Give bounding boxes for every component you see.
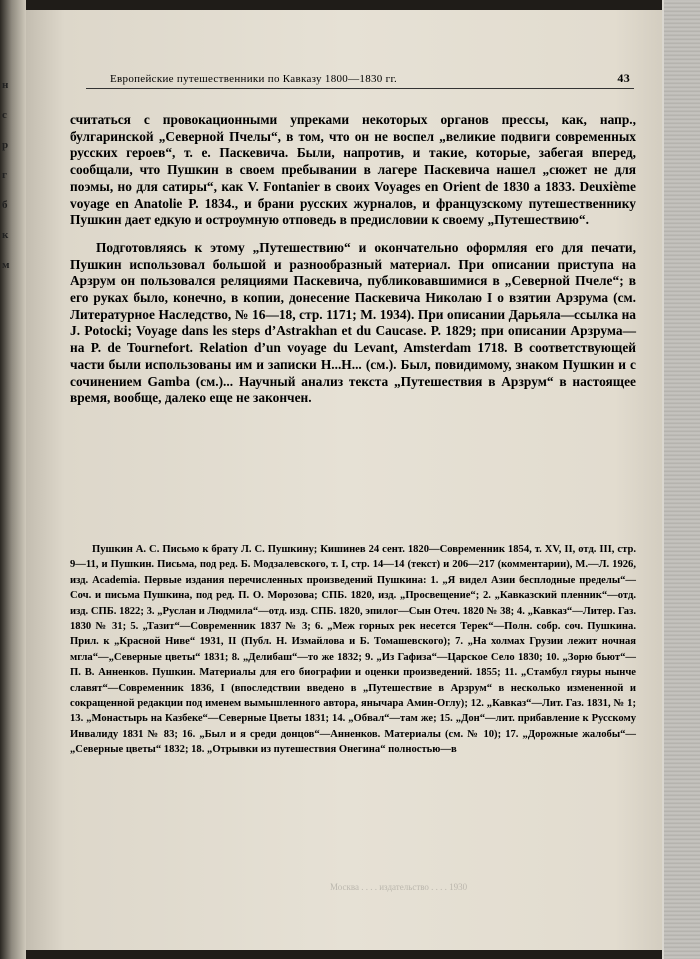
bleed-through-text: Москва . . . . издательство . . . . 1930 [330, 882, 468, 892]
fragment-char: к [2, 229, 9, 241]
bibliography [70, 542, 636, 758]
fragment-char: н [2, 79, 9, 91]
fragment-char: г [2, 169, 7, 181]
previous-page-edge [0, 0, 26, 959]
fragment-char: р [2, 139, 9, 151]
running-title: Европейские путешественники по Кавказу 1800—1830 гг. [110, 73, 398, 85]
book-spine [662, 0, 700, 959]
bibliography-text: Пушкин А. С. Письмо к брату Л. С. Пушкину; Кишинев 24 сент. 1820—Современник 1854, т. XV, II, отд. III, стр. 9—11, и Пушкин. Письма, под ред. Б. Модзалевского, т. I, стр. 14—14 (текст) и 206—217 (комментарии), М.—Л. 1926, изд. Academia. Первые издания перечисленных произведений Пушкина: 1. „Я видел Азии бесплодные пределы“—Соч. и письма Пушкина, под ред. П. О. Морозова; СПБ. 1820, изд. „Просвещение“; 2. „Кавказский пленник“—отд. изд. СПБ. 1822; 3. „Руслан и Людмила“—отд. изд. СПБ. 1820, эпилог—Сын Отеч. 1820 № 38; 4. „Кавказ“—Литер. Газ. 1830 № 31; 5. „Тазит“—Современник 1837 № 3; 6. „Меж горных рек несется Терек“—Полн. собр. соч. Пушкина. Прил. к „Красной Ниве“ 1931, II (Публ. Н. Измайлова и Б. Томашевского); 7. „На холмах Грузии лежит ночная мгла“—„Северные цветы“ 1831; 8. „Делибаш“—то же 1832; 9. „Из Гафиза“—Царское Село 1830; 10. „Зорю бьют“—П. В. Анненков. Пушкин. Материалы для его биографии и оценки произведений. 1855; 11. „Стамбул гяуры нынче славят“—Современник 1836, I (впоследствии введено в „Путешествие в Арзрум“ в несколько измененной и сокращенной редакции под именем вымышленного автора, янычара Амин-Оглу); 12. „Кавказ“—Лит. Газ. 1831, № 1; 13. „Монастырь на Казбеке“—Северные Цветы 1831; 14. „Обвал“—там же; 15. „Дон“—лит. прибавление к Русскому Инвалиду 1831 № 83; 16. „Был и я среди донцов“—Анненков. Материалы (см. № 10); 17. „Дорожные жалобы“—„Северные цветы“ 1832; 18. „Отрывки из путешествия Онегина“ полностью—в [70, 544, 636, 756]
fragment-char: б [2, 199, 8, 211]
paragraph: Подготовляясь к этому „Путешествию“ и окончательно оформляя его для печати, Пушкин использовал большой и разнообразный материал. При описании приступа на Арзрум он пользовался реляциями Паскевича, публиковавшимися в „Северной Пчеле“; в его руках было, конечно, в копии, донесение Паскевича Николаю I о взятии Арзрума (см. Литературное Наследство, № 16—18, стр. 1171; М. 1934). При описании Дарьяла—ссылка на J. Potocki; Voyage dans les steps d’Astrakhan et du Caucase. P. 1829; при описании Арзрума—на P. de Tournefort. Relation d’un voyage du Levant, Amsterdam 1718. В соответствующей части были использованы им и записки Н...Н... (см.). Был, повидимому, знаком Пушкин и с сочинением Gamba (см.)... Научный анализ текста „Путешествия в Арзрум“ в настоящее время, вообще, далеко еще не закончен. [70, 239, 636, 406]
running-head [86, 66, 634, 89]
page-number: 43 [617, 71, 630, 85]
paragraph-continued: считаться с провокационными упреками некоторых органов прессы, как, напр., булгаринской „Северной Пчелы“, в том, что он не воспел „великие подвиги современных русских героев“, т. е. Паскевича. Были, напротив, и такие, которые, забегая вперед, сообщали, что Пушкин в своем пребывании в лагере Паскевича нашел „сюжет не для поэмы, но для сатиры“, как V. Fontanier в своих Voyages en Orient de 1830 a 1833. Deuxième voyage en Anatolie P. 1834., и брани русских журналов, и французскому путешественнику Пушкин дает едкую и остроумную отповедь в предисловии к своему „Путешествию“. [70, 112, 636, 228]
main-text [70, 112, 636, 407]
previous-page-fragments [2, 70, 20, 280]
fragment-char: с [2, 109, 7, 121]
fragment-char: м [2, 259, 10, 271]
